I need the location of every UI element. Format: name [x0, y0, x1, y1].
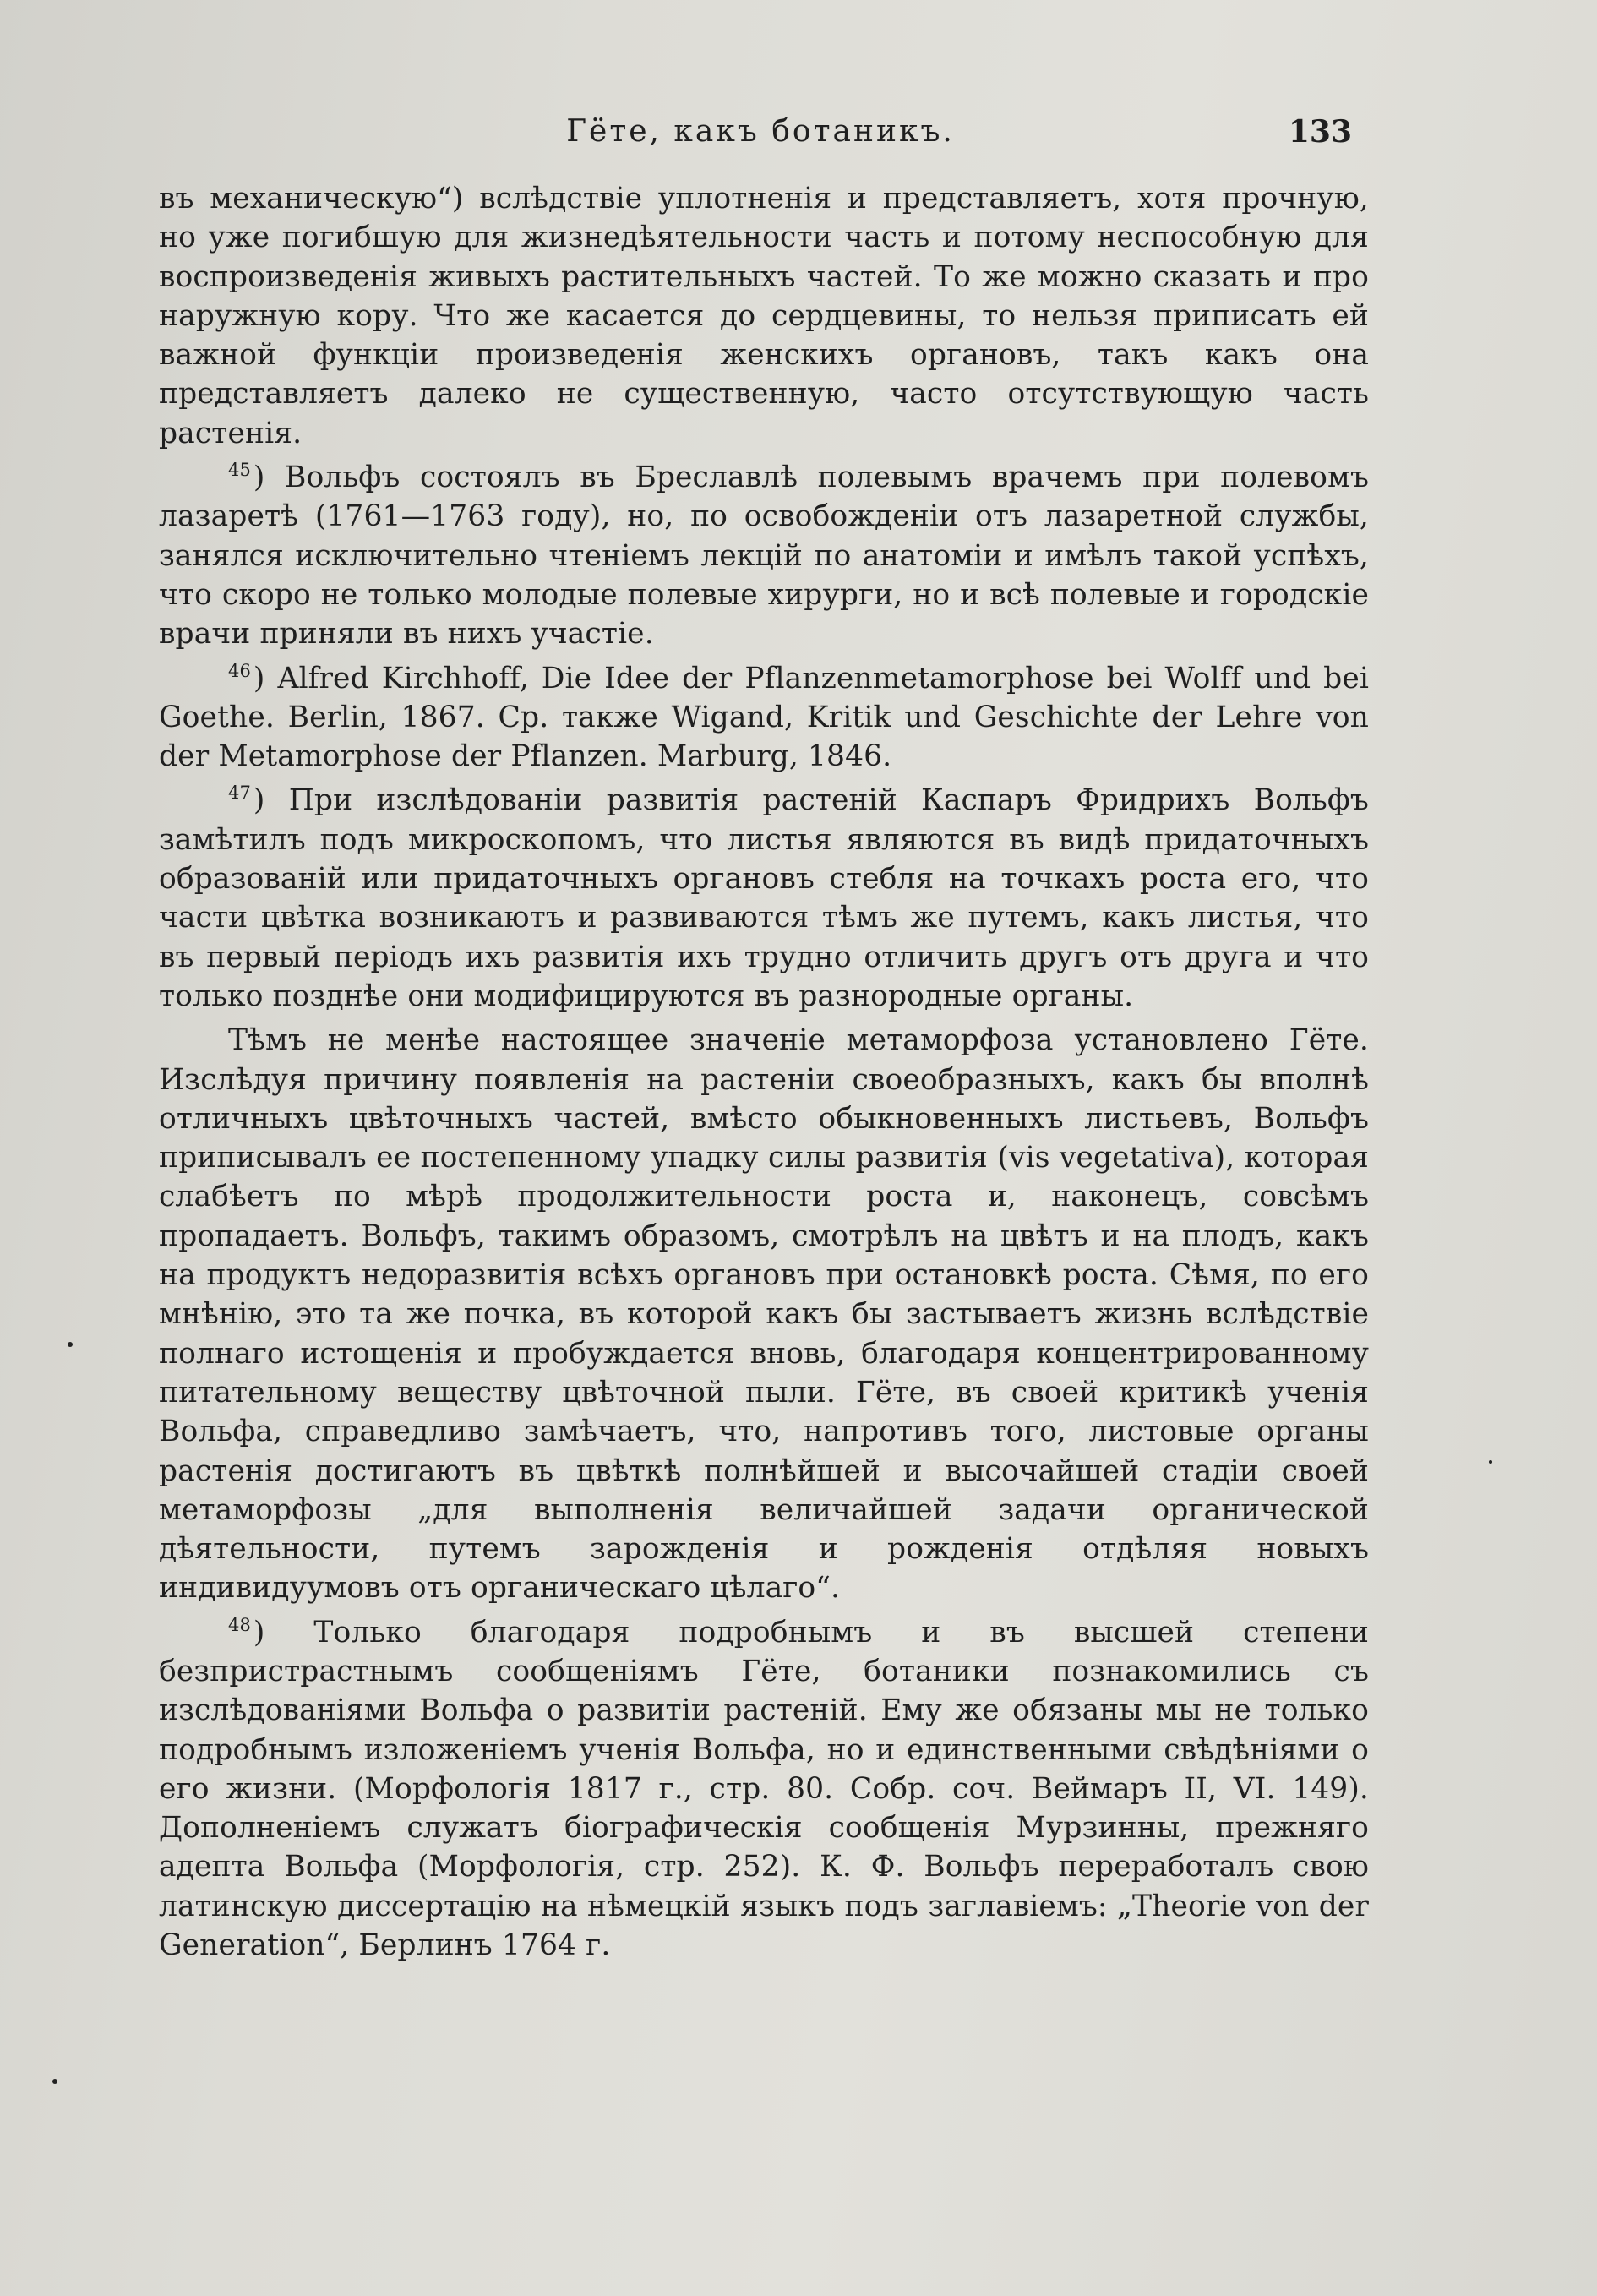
page-body [159, 179, 1369, 1965]
footnote-text: ) Только благодаря подробнымъ и въ высшей степени безпристрастнымъ сообщеніямъ Гёте, ботаники познакомились съ изслѣдованіями Вольфа о развитіи растеній. Ему же обязаны мы не только подробнымъ изложеніемъ ученія Вольфа, но и единственными свѣдѣніями о его жизни. (Морфологія 1817 г., стр. 80. Собр. соч. Веймаръ II, VI. 149). Дополненіемъ служатъ біографическія сообщенія Мурзинны, прежняго адепта Вольфа (Морфологія, стр. 252). К. Ф. Вольфъ переработалъ свою латинскую диссертацію на нѣмецкій языкъ подъ заглавіемъ: „Theorie von der Generation“, Берлинъ 1764 г. [159, 1615, 1369, 1963]
footnote-45 [159, 458, 1369, 653]
footnote-47 [159, 781, 1369, 1016]
main-paragraph [159, 1021, 1369, 1607]
footnote-text: ) Alfred Kirchhoff, Die Idee der Pflanzenmetamorphose bei Wolff und bei Goethe. Berlin, 1867. Ср. также Wigand, Kritik und Geschichte der Lehre von der Metamorphose der Pflanzen. Marburg, 1846. [159, 661, 1369, 774]
paragraph-text: въ механическую“) вслѣдствіе уплотненія и представляетъ, хотя прочную, но уже погибшую для жизнедѣятельности часть и потому неспособную для воспроизведенія живыхъ растительныхъ частей. То же можно сказать и про наружную кору. Что же касается до сердцевины, то нельзя приписать ей важной функціи произведенія женскихъ органовъ, такъ какъ она представляетъ далеко не существенную, часто отсутствующую часть растенія. [159, 182, 1369, 450]
footnote-marker: 46 [228, 660, 251, 681]
footnote-text: ) Вольфъ состоялъ въ Бреславлѣ полевымъ врачемъ при полевомъ лазаретѣ (1761—1763 году), но, по освобожденіи отъ лазаретной службы, занялся исключительно чтеніемъ лекцій по анатоміи и имѣлъ такой успѣхъ, что скоро не только молодые полевые хирурги, но и всѣ полевые и городскіе врачи приняли въ нихъ участіе. [159, 461, 1369, 652]
page-number: 133 [1288, 114, 1352, 150]
footnote-marker: 47 [228, 783, 251, 804]
running-title: Гёте, какъ ботаникъ. [566, 114, 955, 149]
continuation-paragraph [159, 179, 1369, 453]
ink-speck [52, 2079, 57, 2084]
footnote-46 [159, 659, 1369, 777]
footnote-text: ) При изслѣдованіи развитія растеній Каспаръ Фридрихъ Вольфъ замѣтилъ подъ микроскопомъ, что листья являются въ видѣ придаточныхъ образованій или придаточныхъ органовъ стебля на точкахъ роста его, что части цвѣтка возникаютъ и развиваются тѣмъ же путемъ, какъ листья, что въ первый періодъ ихъ развитія ихъ трудно отличить другъ отъ друга и что только позднѣе они модифицируются въ разнородные органы. [159, 783, 1369, 1013]
footnote-marker: 45 [228, 460, 251, 481]
footnote-marker: 48 [228, 1614, 251, 1635]
ink-speck [1489, 1460, 1492, 1464]
page-header [161, 114, 1360, 165]
ink-speck [68, 1342, 73, 1347]
paragraph-text: Тѣмъ не менѣе настоящее значеніе метаморфоза установлено Гёте. Изслѣдуя причину появленія на растеніи своеобразныхъ, какъ бы вполнѣ отличныхъ цвѣточныхъ частей, вмѣсто обыкновенныхъ листьевъ, Вольфъ приписывалъ ее постепенному упадку силы развитія (vis vegetativa), которая слабѣетъ по мѣрѣ продолжительности роста и, наконецъ, совсѣмъ пропадаетъ. Вольфъ, такимъ образомъ, смотрѣлъ на цвѣтъ и на плодъ, какъ на продуктъ недоразвитія всѣхъ органовъ при остановкѣ роста. Сѣмя, по его мнѣнію, это та же почка, въ которой какъ бы застываетъ жизнь вслѣдствіе полнаго истощенія и пробуждается вновь, благодаря концентрированному питательному веществу цвѣточной пыли. Гёте, въ своей критикѣ ученія Вольфа, справедливо замѣчаетъ, что, напротивъ того, листовые органы растенія достигаютъ въ цвѣткѣ полнѣйшей и высочайшей стадіи своей метаморфозы „для выполненія величайшей задачи органической дѣятельности, путемъ зарожденія и рожденія отдѣляя новыхъ индивидуумовъ отъ органическаго цѣлаго“. [159, 1023, 1369, 1606]
footnote-48 [159, 1613, 1369, 1966]
